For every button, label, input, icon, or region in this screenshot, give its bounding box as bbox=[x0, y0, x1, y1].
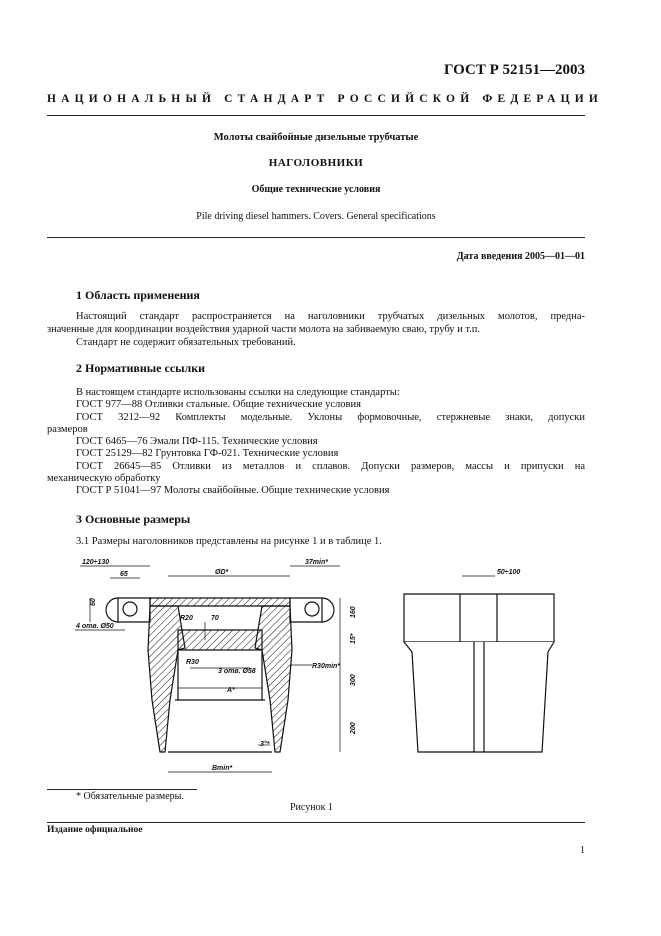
section2-ref2-line1: ГОСТ 3212—92 Комплекты модельные. Уклоны формовочные, стержневые знаки, допуски bbox=[76, 412, 585, 423]
dim-phi-d: ØD* bbox=[215, 569, 229, 576]
section2-ref2-line2: размеров bbox=[47, 424, 88, 435]
figure-caption: Рисунок 1 bbox=[290, 802, 333, 813]
dim-r30min: R30min* bbox=[312, 663, 341, 670]
cover-section-view bbox=[106, 598, 334, 752]
edition-label: Издание официальное bbox=[47, 825, 143, 835]
standard-number: ГОСТ Р 52151—2003 bbox=[443, 62, 585, 78]
cover-side-view bbox=[404, 594, 554, 752]
dim-holes-50: 4 отв. Ø50 bbox=[76, 623, 114, 630]
dim-a: A* bbox=[227, 687, 235, 694]
dim-15: 15* bbox=[350, 633, 357, 644]
page-number: 1 bbox=[580, 845, 585, 856]
section2-ref6: ГОСТ Р 51041—97 Молоты свайбойные. Общие технические условия bbox=[76, 485, 390, 496]
dim-holes-58: 3 отв. Ø58 bbox=[218, 668, 256, 675]
figure-1-drawing bbox=[0, 550, 661, 800]
dim-bmin: Bmin* bbox=[212, 765, 233, 772]
figure-footnote: * Обязательные размеры. bbox=[76, 791, 184, 802]
dim-r20: R20 bbox=[180, 615, 193, 622]
national-standard-banner: НАЦИОНАЛЬНЫЙ СТАНДАРТ РОССИЙСКОЙ ФЕДЕРАЦИИ bbox=[47, 93, 604, 105]
section1-para1-line2: значенные для координации воздействия ударной части молота на забиваемую сваю, трубу и т.п. bbox=[47, 324, 481, 335]
title-rule bbox=[47, 237, 585, 238]
dim-120-130: 120÷130 bbox=[82, 559, 110, 566]
section2-ref5-line2: механическую обработку bbox=[47, 473, 161, 484]
title-english: Pile driving diesel hammers. Covers. General specifications bbox=[196, 211, 436, 222]
section2-ref5-line1: ГОСТ 26645—85 Отливки из металлов и сплавов. Допуски размеров, массы и припуски на bbox=[76, 461, 585, 472]
dim-160: 160 bbox=[350, 606, 357, 618]
section2-intro: В настоящем стандарте использованы ссылки на следующие стандарты: bbox=[76, 387, 400, 398]
dim-65: 65 bbox=[120, 571, 128, 578]
header-rule bbox=[47, 115, 585, 116]
title-main: НАГОЛОВНИКИ bbox=[268, 157, 364, 169]
dim-50-100: 50÷100 bbox=[497, 569, 521, 576]
dim-300: 300 bbox=[350, 674, 357, 686]
section2-ref1: ГОСТ 977—88 Отливки стальные. Общие технические условия bbox=[76, 399, 361, 410]
footnote-rule bbox=[47, 789, 197, 790]
section1-para1-line1: Настоящий стандарт распространяется на наголовники трубчатых дизельных молотов, предна- bbox=[76, 311, 585, 322]
title-line1: Молоты свайбойные дизельные трубчатые bbox=[213, 132, 419, 143]
section2-heading: 2 Нормативные ссылки bbox=[76, 361, 206, 375]
footer-rule bbox=[47, 822, 585, 823]
dim-200: 200 bbox=[350, 722, 357, 734]
section1-para2: Стандарт не содержит обязательных требований. bbox=[76, 337, 296, 348]
dim-37min: 37min* bbox=[305, 559, 328, 566]
dim-60: 60 bbox=[90, 598, 97, 606]
dim-3deg: 3°* bbox=[260, 741, 270, 748]
title-subtitle: Общие технические условия bbox=[251, 184, 381, 195]
section2-ref3: ГОСТ 6465—76 Эмали ПФ-115. Технические условия bbox=[76, 436, 318, 447]
effective-date: Дата введения 2005—01—01 bbox=[456, 251, 585, 262]
section3-para: 3.1 Размеры наголовников представлены на рисунке 1 и в таблице 1. bbox=[76, 536, 382, 547]
dim-70: 70 bbox=[211, 615, 219, 622]
section1-heading: 1 Область применения bbox=[76, 288, 200, 302]
section3-heading: 3 Основные размеры bbox=[76, 512, 191, 526]
section2-ref4: ГОСТ 25129—82 Грунтовка ГФ-021. Технические условия bbox=[76, 448, 339, 459]
dim-r30: R30 bbox=[186, 659, 199, 666]
